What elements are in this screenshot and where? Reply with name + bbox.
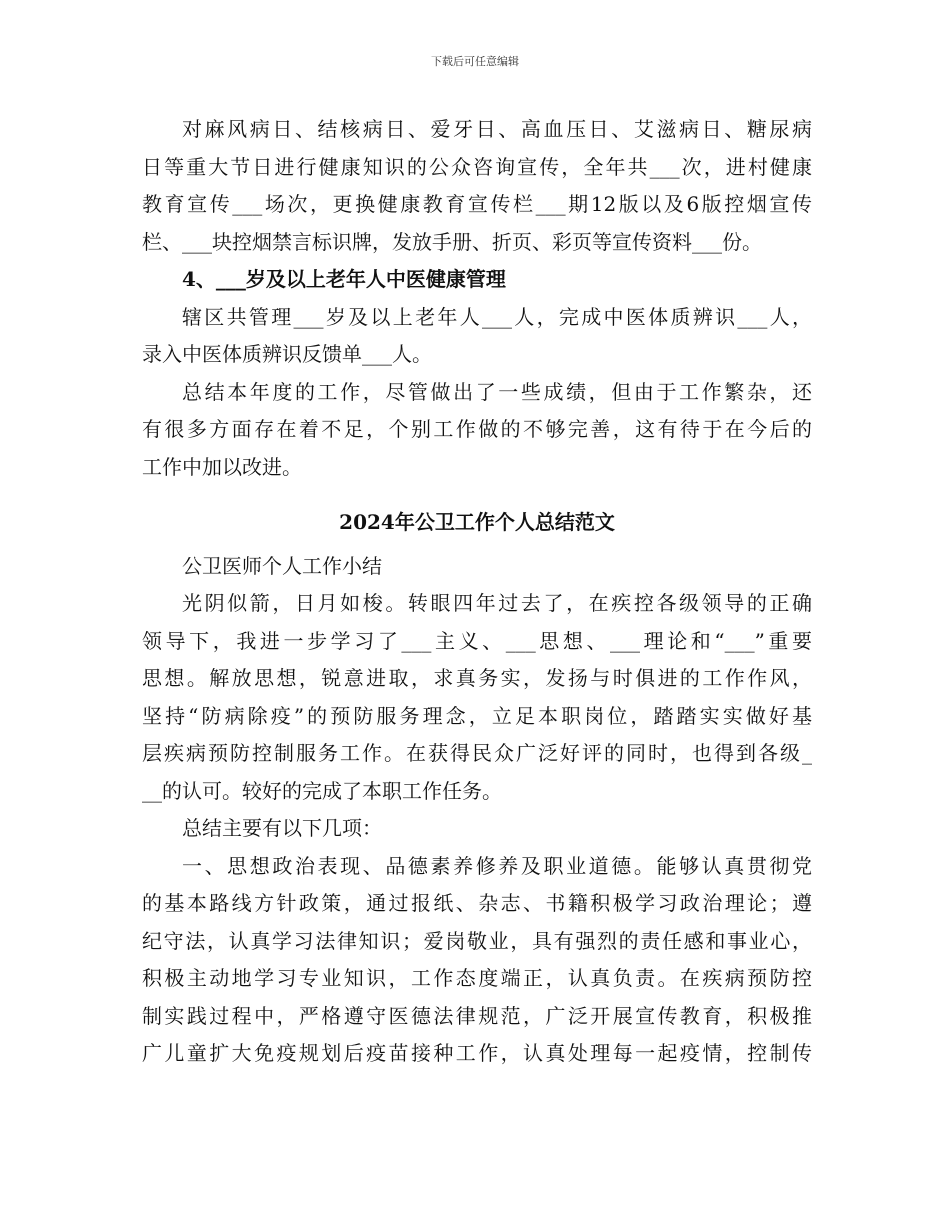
text-line: 一、思想政治表现、品德素养修养及职业道德。能够认真贯彻党 [182, 853, 812, 878]
text-line: 制实践过程中，严格遵守医德法律规范，广泛开展宣传教育，积极推 [142, 1003, 812, 1028]
text-line: 广儿童扩大免疫规划后疫苗接种工作，认真处理每一起疫情，控制传 [142, 1041, 812, 1065]
paragraph-elderly-management [142, 299, 812, 374]
text-line: 的基本路线方针政策，通过报纸、杂志、书籍积极学习政治理论；遵 [142, 891, 812, 915]
page-header: 下载后可任意编辑 [431, 55, 519, 68]
text-line: 辖区共管理___岁及以上老年人___人，完成中医体质辨识___人， [182, 304, 812, 329]
text-line: 对麻风病日、结核病日、爱牙日、高血压日、艾滋病日、糖尿病 [182, 117, 812, 141]
text-line: 层疾病预防控制服务工作。在获得民众广泛好评的同时，也得到各级_ [142, 741, 812, 765]
text-line: 积极主动地学习专业知识，工作态度端正，认真负责。在疾病预防控 [142, 966, 812, 990]
text-line: 总结本年度的工作，尽管做出了一些成绩，但由于工作繁杂，还 [182, 379, 812, 404]
text-line: 领导下，我进一步学习了___主义、___思想、___理论和“___”重要 [142, 628, 812, 653]
paragraph-political-ethics [142, 848, 812, 1073]
section-heading-elderly-tcm: 4、___岁及以上老年人中医健康管理 [182, 267, 506, 291]
document-body [142, 111, 812, 1073]
summary-intro: 总结主要有以下几项： [182, 816, 382, 840]
text-line: 纪守法，认真学习法律知识；爱岗敬业，具有强烈的责任感和事业心， [142, 928, 812, 953]
text-line: 日等重大节日进行健康知识的公众咨询宣传，全年共___次，进村健康 [142, 154, 812, 179]
text-line: 坚持“防病除疫”的预防服务理念，立足本职岗位，踏踏实实做好基 [142, 703, 812, 728]
document-subtitle: 公卫医师个人工作小结 [182, 553, 382, 578]
paragraph-year-summary [142, 374, 812, 487]
paragraph-health-education [142, 111, 812, 261]
text-line: 有很多方面存在着不足，个别工作做的不够完善，这有待于在今后的 [142, 417, 812, 441]
text-line: 思想。解放思想，锐意进取，求真务实，发扬与时俱进的工作作风， [142, 666, 812, 690]
text-line: 教育宣传___场次，更换健康教育宣传栏___期12版以及6版控烟宣传 [142, 192, 812, 216]
text-line: 录入中医体质辨识反馈单___人。 [142, 342, 432, 366]
paragraph-intro [142, 585, 812, 810]
text-line: __的认可。较好的完成了本职工作任务。 [142, 778, 502, 803]
document-title: 2024年公卫工作个人总结范文 [339, 510, 615, 534]
text-line: 工作中加以改进。 [142, 454, 302, 479]
text-line: 光阴似箭，日月如梭。转眼四年过去了，在疾控各级领导的正确 [182, 591, 812, 615]
text-line: 栏、___块控烟禁言标识牌，发放手册、折页、彩页等宣传资料___份。 [142, 229, 762, 254]
